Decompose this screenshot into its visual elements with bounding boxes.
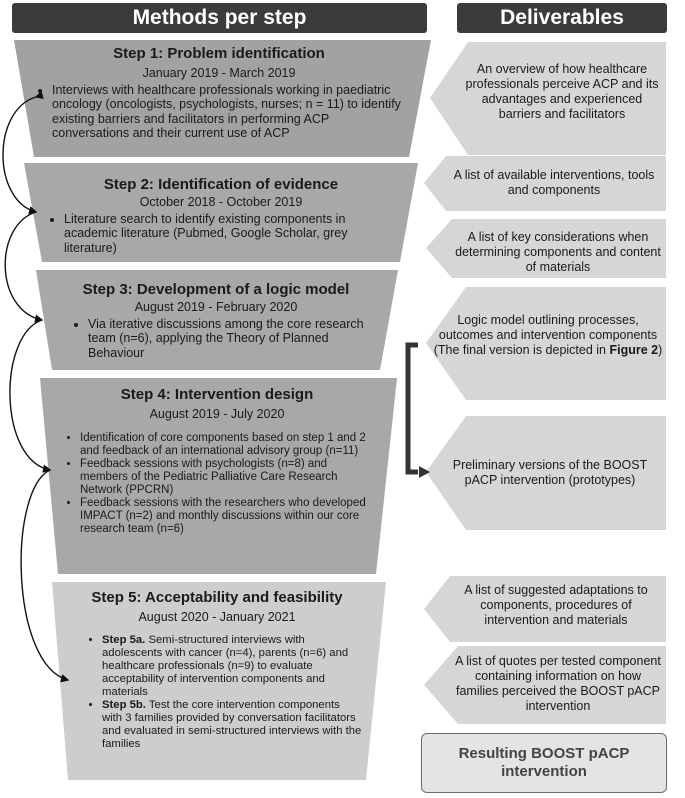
step-4-date: August 2019 - July 2020 [149, 407, 285, 421]
step-1 [36, 45, 402, 141]
deliverable-6: A list of suggested adaptations to components, procedures of intervention and materials [464, 583, 648, 627]
step-3-title: Step 3: Development of a logic model [82, 281, 350, 298]
step-2-title: Step 2: Identification of evidence [103, 176, 339, 193]
deliverable-5: Preliminary versions of the BOOST pACP intervention (prototypes) [452, 458, 648, 487]
deliverable-1: An overview of how healthcare professionals perceive ACP and its advantages and experienced barriers and facilitators [465, 62, 659, 121]
step-5a-lead: Step 5a. [102, 633, 146, 646]
step-1-title: Step 1: Problem identification [113, 45, 325, 62]
step-4-bullet-3: • Feedback sessions with the researchers who developed IMPACT (n=2) and monthly discussions within our core research team (n=6) [80, 497, 370, 536]
step-5-title: Step 5: Acceptability and feasibility [91, 589, 343, 606]
result-box: Resulting BOOST pACP intervention [421, 733, 667, 793]
deliverable-4-text-b: ) [658, 343, 663, 357]
bracket-connector [408, 345, 418, 472]
deliverable-4-text-a: Logic model outlining processes, outcomes and intervention components (The final version is depicted in [433, 313, 658, 357]
step-4 [64, 386, 370, 536]
step-4-bullet-2: • Feedback sessions with psychologists (n=8) and members of the Pediatric Palliative Care Research Network (PPCRN) [80, 458, 370, 497]
deliverables-header: Deliverables [457, 3, 667, 33]
step-3-date: August 2019 - February 2020 [134, 300, 298, 314]
step-5 [72, 589, 362, 751]
step-5a-text: Semi-structured interviews with adolescents with cancer (n=4), parents (n=6) and healthcare professionals (n=9) to evaluate acceptability of intervention components and materials [102, 633, 349, 698]
step-5a-bullet [102, 634, 362, 699]
deliverable-4 [430, 313, 666, 358]
step-5b-bullet [102, 699, 362, 751]
step-1-bullet: • Interviews with healthcare professionals working in paediatric oncology (oncologists, psychologists, nurses; n = 11) to identify existing barriers and facilitators in performing ACP conversations and their current use of ACP [52, 83, 402, 141]
deliverable-2: A list of available interventions, tools and components [453, 168, 655, 197]
step-5b-lead: Step 5b. [102, 698, 146, 711]
step-4-title: Step 4: Intervention design [120, 386, 314, 403]
step-1-date: January 2019 - March 2019 [142, 66, 296, 80]
step-3-bullet: • Via iterative discussions among the core research team (n=6), applying the Theory of Planned Behaviour [88, 317, 374, 361]
step-5-date: August 2020 - January 2021 [138, 610, 296, 624]
step-3 [58, 281, 374, 360]
deliverable-7: A list of quotes per tested component containing information on how families perceived the BOOST pACP intervention [455, 654, 661, 713]
step-2 [48, 176, 394, 255]
step-5b-text: Test the core intervention components with 3 families provided by conversation facilitators and evaluated in semi-structured interviews with the families [102, 698, 362, 750]
step-2-date: October 2018 - October 2019 [139, 195, 303, 209]
deliverable-4-figure-ref: Figure 2 [609, 343, 659, 357]
methods-header: Methods per step [12, 3, 427, 33]
step-2-bullet: • Literature search to identify existing components in academic literature (Pubmed, Google Scholar, grey literature) [64, 212, 394, 256]
deliverable-3: A list of key considerations when determining components and content of materials [455, 230, 661, 274]
step-4-bullet-1: • Identification of core components based on step 1 and 2 and feedback of an international advisory group (n=11) [80, 432, 370, 458]
